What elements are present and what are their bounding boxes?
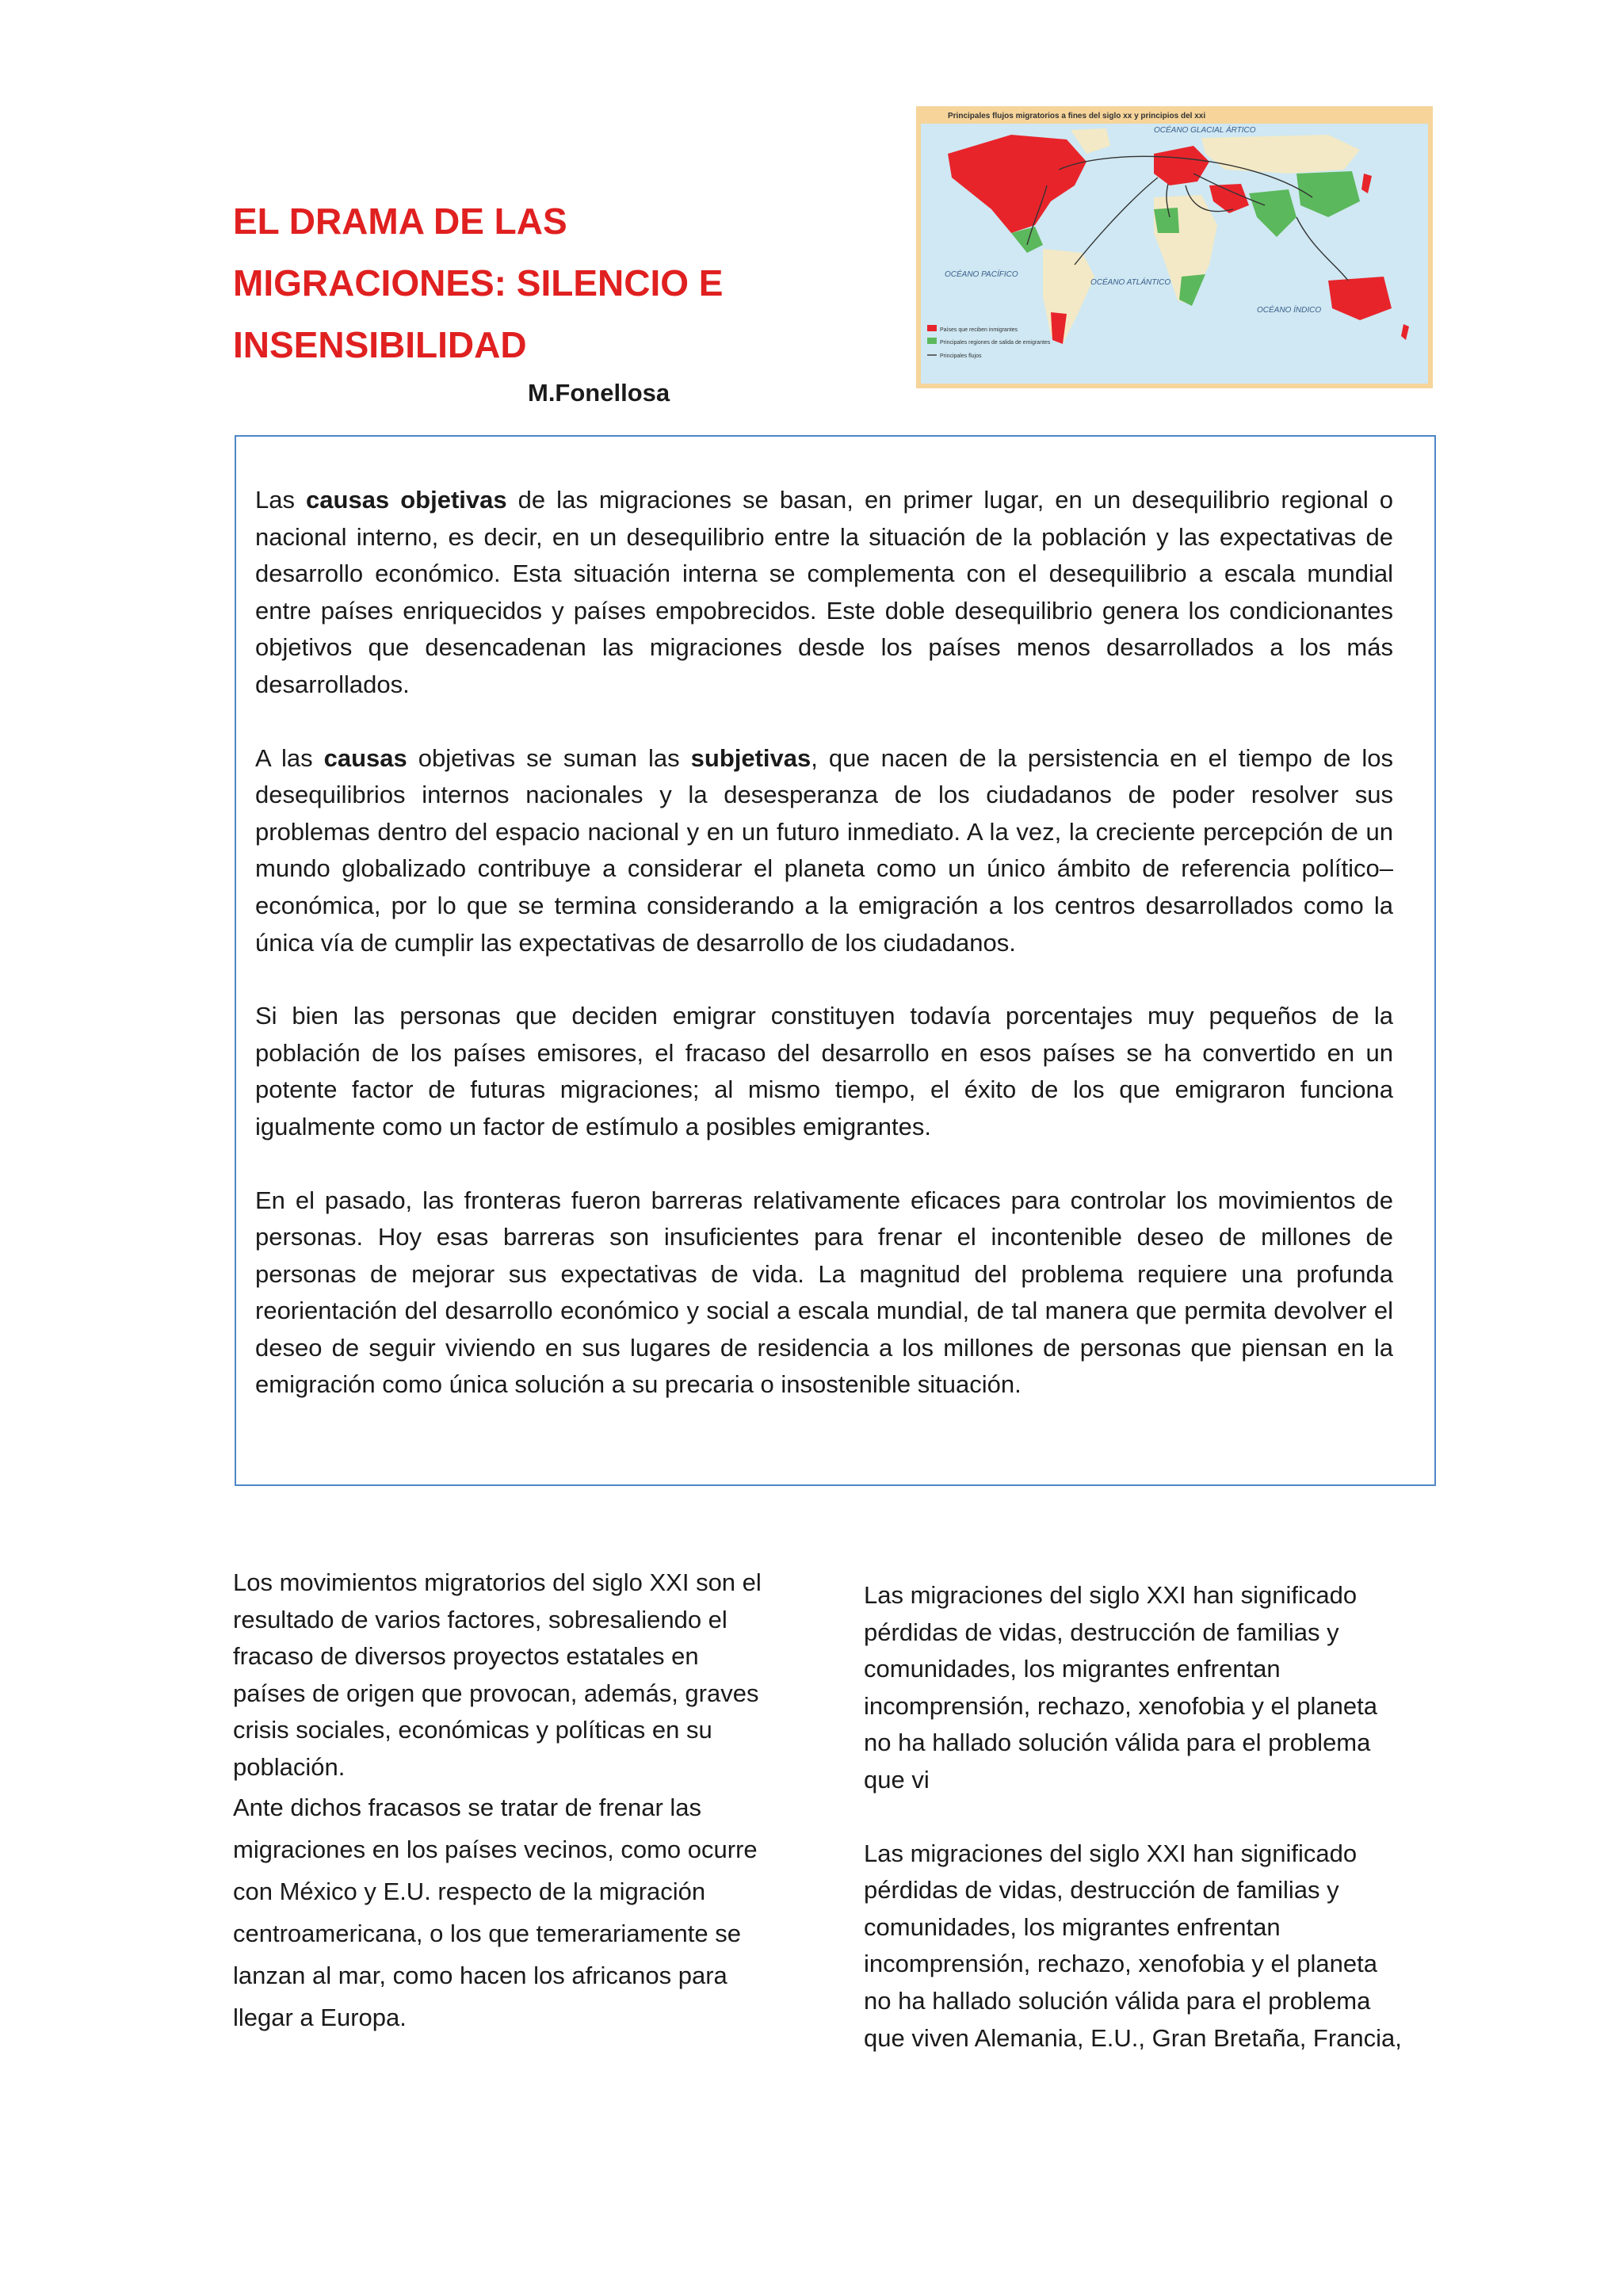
label-ocean-atlantic: OCÉANO ATLÁNTICO: [1090, 278, 1171, 287]
label-ocean-arctic: OCÉANO GLACIAL ÁRTICO: [1154, 126, 1256, 135]
label-ocean-pacific: OCÉANO PACÍFICO: [945, 270, 1018, 279]
document-title: [233, 190, 772, 376]
left-column-paragraph-1: Los movimientos migratorios del siglo XXI son el resultado de varios factores, sobresaliendo el fracaso de diversos proyectos estatales en países de origen que provocan, además, graves crisis sociales, económicas y políticas en su población.: [233, 1568, 762, 1781]
title-line-2: MIGRACIONES: SILENCIO E: [233, 262, 724, 304]
box-paragraph-3: Si bien las personas que deciden emigrar constituyen todavía porcentajes muy pequeños de la población de los países emisores, el fracaso del desarrollo en esos países se ha convertido en un potente factor de futuras migraciones; al mismo tiempo, el éxito de los que emigraron funciona igualmente como un factor de estímulo a posibles emigrantes.: [255, 1002, 1393, 1140]
right-column-paragraph-1: Las migraciones del siglo XXI han significado pérdidas de vidas, destrucción de familias y comunidades, los migrantes enfrentan incomprensión, rechazo, xenofobia y el planeta no ha hallado solución válida para el problema que vi: [864, 1581, 1377, 1794]
author: M.Fonellosa: [528, 379, 670, 407]
label-ocean-indian: OCÉANO ÍNDICO: [1257, 306, 1322, 315]
title-line-1: EL DRAMA DE LAS: [233, 201, 567, 242]
box-paragraph-4: En el pasado, las fronteras fueron barreras relativamente eficaces para controlar los movimientos de personas. Hoy esas barreras son insuficientes para frenar el incontenible deseo de millones de personas de mejorar sus expectativas de vida. La magnitud del problema requiere una profunda reorientación del desarrollo económico y social a escala mundial, de tal manera que permita devolver el deseo de seguir viviendo en sus lugares de residencia a los millones de personas que piensan en la emigración como única solución a su precaria o insostenible situación.: [255, 1186, 1393, 1399]
box-paragraph-1: Las causas objetivas de las migraciones se basan, en primer lugar, en un desequilibrio regional o nacional interno, es decir, en un desequilibrio entre la situación de la población y las expectativas de desarrollo económico. Esta situación interna se complementa con el desequilibrio a escala mundial entre países enriquecidos y países empobrecidos. Este doble desequilibrio genera los condicionantes objetivos que desencadenan las migraciones desde los países menos desarrollados a los más desarrollados.: [255, 486, 1393, 698]
box-paragraph-2: A las causas objetivas se suman las subjetivas, que nacen de la persistencia en el tiempo de los desequilibrios internos nacionales y la desesperanza de los ciudadanos de poder resolver sus problemas dentro del espacio nacional y en un futuro inmediato. A la vez, la creciente percepción de un mundo globalizado contribuye a considerar el planeta como un único ámbito de referencia político–económica, por lo que se termina considerando a la emigración a los centros desarrollados como la única vía de cumplir las expectativas de desarrollo de los ciudadanos.: [255, 743, 1394, 957]
right-column: [864, 1577, 1403, 2093]
title-line-3: INSENSIBILIDAD: [233, 324, 527, 365]
left-column-paragraph-2: Ante dichos fracasos se tratar de frenar las migraciones en los países vecinos, como ocurre con México y E.U. respecto de la migración centroamericana, o los que temerariamente se lanzan al mar, como hacen los africanos para llegar a Europa.: [233, 1793, 758, 2031]
legend-flows: Principales flujos: [940, 353, 982, 359]
legend-emit: Principales regiones de salida de emigrantes: [940, 340, 1051, 346]
right-column-paragraph-2: Las migraciones del siglo XXI han significado pérdidas de vidas, destrucción de familias y comunidades, los migrantes enfrentan incomprensión, rechazo, xenofobia y el planeta no ha hallado solución válida para el problema que viven Alemania, E.U., Gran Bretaña, Francia,: [864, 1839, 1402, 2052]
migration-map: [916, 106, 1433, 388]
map-africa-west: [1154, 208, 1179, 233]
left-column: [233, 1564, 772, 2038]
legend-receive: Países que reciben inmigrantes: [940, 327, 1018, 333]
map-title: Principales flujos migratorios a fines del siglo xx y principios del xxi: [948, 112, 1206, 120]
content-box-text: [255, 482, 1393, 1440]
map-russia: [1201, 135, 1360, 174]
